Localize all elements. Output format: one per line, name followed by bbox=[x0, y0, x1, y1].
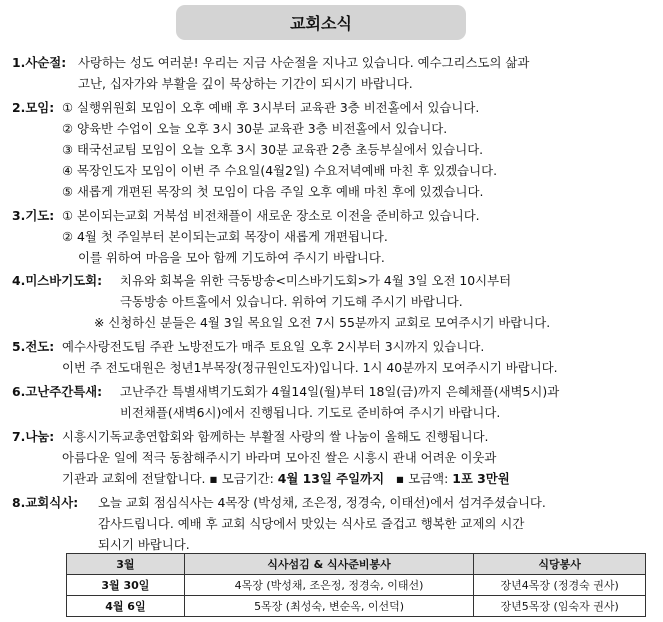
section-lent-text: 사랑하는 성도 여러분! 우리는 지금 사순절을 지나고 있습니다. 예수그리스도의 삶과 bbox=[78, 55, 530, 70]
section-meal-label: 8.교회식사: bbox=[12, 495, 79, 510]
section-meeting-label: 2.모임: bbox=[12, 100, 55, 115]
meeting-item: ④ 목장인도자 모임이 이번 주 수요일(4월2일) 수요저녁예배 마친 후 있겠습니다. bbox=[62, 163, 498, 178]
meeting-item: ② 양육반 수업이 오늘 오후 3시 30분 교육관 3층 비전홀에서 있습니다. bbox=[62, 121, 448, 136]
table-row bbox=[67, 596, 646, 617]
section-lent-label: 1.사순절: bbox=[12, 55, 67, 70]
sharing-text-part: 기관과 교회에 전달합니다. bbox=[62, 471, 210, 486]
section-evangelism-label: 5.전도: bbox=[12, 339, 55, 354]
meal-text: 오늘 교회 점심식사는 4목장 (박성채, 조은정, 정경숙, 이태선)에서 섬겨주셨습니다. bbox=[98, 495, 546, 510]
passion-week-text: 비전채플(새벽6시)에서 진행됩니다. 기도로 준비하여 주시기 바랍니다. bbox=[120, 405, 501, 420]
prayer-text: ① 본이되는교회 거북섬 비전채플이 새로운 장소로 이전을 준비하고 있습니다. bbox=[62, 208, 480, 223]
section-mizpah-label: 4.미스바기도회: bbox=[12, 273, 103, 288]
evangelism-text: 예수사랑전도팀 주관 노방전도가 매주 토요일 오후 2시부터 3시까지 있습니다. bbox=[62, 339, 485, 354]
section-lent-text: 고난, 십자가와 부활을 깊이 묵상하는 기간이 되시기 바랍니다. bbox=[78, 76, 413, 91]
table-header: 식당봉사 bbox=[474, 554, 646, 575]
meeting-item: ① 실행위원회 모임이 오후 예배 후 3시부터 교육관 3층 비전홀에서 있습니다. bbox=[62, 100, 480, 115]
page-title: 교회소식 bbox=[176, 5, 466, 40]
table-cell: 장년4목장 (정경숙 권사) bbox=[474, 575, 646, 596]
prayer-text: ② 4월 첫 주일부터 본이되는교회 목장이 새롭게 개편됩니다. bbox=[62, 229, 388, 244]
table-cell: 장년5목장 (임숙자 권사) bbox=[474, 596, 646, 617]
table-cell: 5목장 (최성숙, 변순옥, 이선덕) bbox=[184, 596, 473, 617]
fundraising-period-label: ▪ 모금기간: bbox=[209, 471, 278, 486]
meal-text: 감사드립니다. 예배 후 교회 식당에서 맛있는 식사로 즐겁고 행복한 교제의 시간 bbox=[98, 516, 525, 531]
table-cell-date: 3월 30일 bbox=[67, 575, 185, 596]
table-row bbox=[67, 575, 646, 596]
meeting-item: ⑤ 새롭게 개편된 목장의 첫 모임이 다음 주일 오후 예배 마친 후에 있겠습니다. bbox=[62, 184, 484, 199]
fundraising-amount-value: 1포 3만원 bbox=[452, 471, 510, 486]
meal-schedule-table bbox=[66, 553, 646, 617]
table-header: 식사섬김 & 식사준비봉사 bbox=[184, 554, 473, 575]
table-header-row bbox=[67, 554, 646, 575]
section-sharing-label: 7.나눔: bbox=[12, 429, 55, 444]
evangelism-text: 이번 주 전도대원은 청년1부목장(정규원인도자)입니다. 1시 40분까지 모여주시기 바랍니다. bbox=[62, 360, 558, 375]
sharing-text bbox=[62, 468, 510, 489]
passion-week-text: 고난주간 특별새벽기도회가 4월14일(월)부터 18일(금)까지 은혜채플(새벽5시)과 bbox=[120, 384, 560, 399]
fundraising-period-value: 4월 13일 주일까지 bbox=[277, 471, 385, 486]
sharing-text: 시흥시기독교총연합회와 함께하는 부활절 사랑의 쌀 나눔이 올해도 진행됩니다. bbox=[62, 429, 489, 444]
table-header: 3월 bbox=[67, 554, 185, 575]
mizpah-note: ※ 신청하신 분들은 4월 3일 목요일 오전 7시 55분까지 교회로 모여주시기 바랍니다. bbox=[94, 315, 551, 330]
mizpah-text: 극동방송 아트홀에서 있습니다. 위하여 기도해 주시기 바랍니다. bbox=[120, 294, 463, 309]
fundraising-amount-label: ▪ 모금액: bbox=[395, 471, 453, 486]
table-cell: 4목장 (박성채, 조은정, 정경숙, 이태선) bbox=[184, 575, 473, 596]
table-cell-date: 4월 6일 bbox=[67, 596, 185, 617]
section-passion-week-label: 6.고난주간특새: bbox=[12, 384, 103, 399]
prayer-text: 이를 위하여 마음을 모아 함께 기도하여 주시기 바랍니다. bbox=[78, 250, 385, 265]
sharing-text: 아름다운 일에 적극 동참해주시기 바라며 모아진 쌀은 시흥시 관내 어려운 이웃과 bbox=[62, 450, 497, 465]
meal-text: 되시기 바랍니다. bbox=[98, 537, 190, 552]
meeting-item: ③ 태국선교팀 모임이 오늘 오후 3시 30분 교육관 2층 초등부실에서 있습니다. bbox=[62, 142, 484, 157]
section-prayer-label: 3.기도: bbox=[12, 208, 55, 223]
mizpah-text: 치유와 회복을 위한 극동방송<미스바기도회>가 4월 3일 오전 10시부터 bbox=[120, 273, 512, 288]
